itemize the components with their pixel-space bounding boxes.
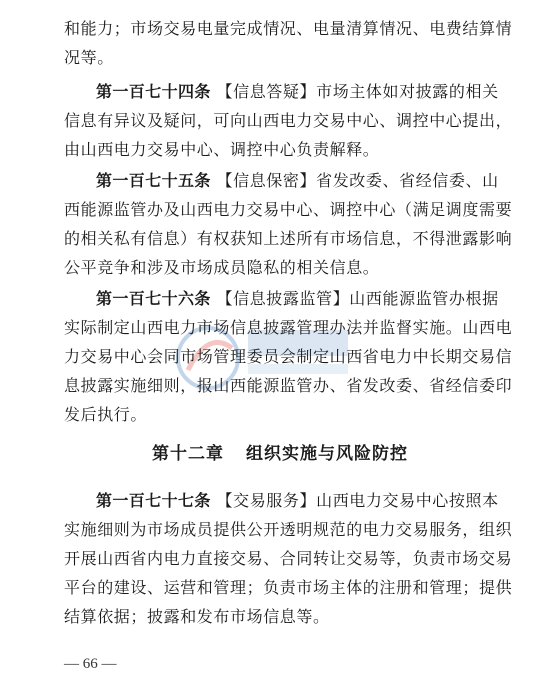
article-number: 第一百七十六条: [96, 289, 211, 308]
article-text: 【信息答疑】市场主体如对披露的相关信息有异议及疑问，可向山西电力交易中心、调控中心提出，由山西电力交易中心、调控中心负责解释。: [64, 82, 513, 159]
article-text: 【交易服务】山西电力交易中心按照本实施细则为市场成员提供公开透明规范的电力交易服务，组织开展山西省内电力直接交易、合同转让交易等，负责市场交易平台的建设、运营和管理；负责市场主体的注册和管理；提供结算依据；披露和发布市场信息等。: [64, 491, 513, 626]
article-176: [64, 284, 514, 429]
chapter-title: 组织实施与风险防控: [246, 444, 408, 464]
paragraph-text: 和能力；市场交易电量完成情况、电量清算情况、电费结算情况等。: [64, 19, 513, 67]
article-number: 第一百七十七条: [96, 491, 211, 510]
chapter-number: 第十二章: [152, 444, 224, 464]
article-text: 【信息保密】省发改委、省经信委、山西能源监管办及山西电力交易中心、调控中心（满足调度需要的相关私有信息）有权获知上述所有市场信息，不得泄露影响公平竞争和涉及市场成员隐私的相关信息。: [64, 171, 513, 277]
article-number: 第一百七十五条: [96, 171, 211, 190]
page-number: — 66 —: [64, 656, 117, 672]
article-number: 第一百七十四条: [96, 82, 211, 101]
article-175: [64, 166, 514, 282]
paragraph-continuation: [64, 14, 514, 72]
article-177: [64, 486, 514, 631]
article-174: [64, 77, 514, 164]
chapter-heading: [0, 439, 560, 464]
article-text: 【信息披露监管】山西能源监管办根据实际制定山西电力市场信息披露管理办法并监督实施。山西电力交易中心会同市场管理委员会制定山西省电力中长期交易信息披露实施细则，报山西能源监管办、省发改委、省经信委印发后执行。: [64, 289, 513, 424]
